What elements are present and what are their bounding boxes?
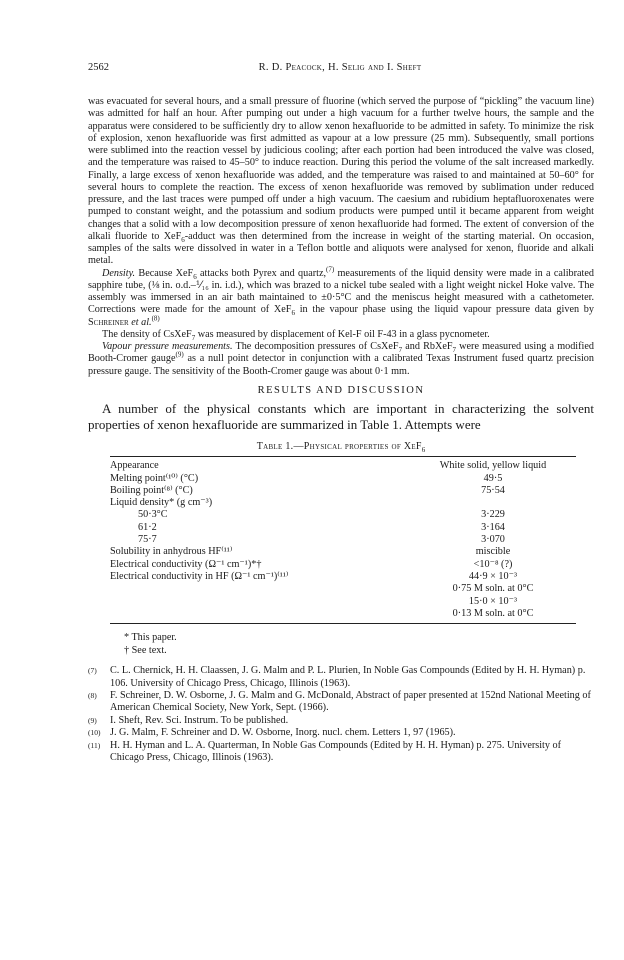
footnote-see-text: † See text. <box>124 644 167 656</box>
reference-number: (9) <box>88 715 97 725</box>
reference-text: J. G. Malm, F. Schreiner and D. W. Osborne, Inorg. nucl. chem. Letters 1, 97 (1965). <box>110 727 456 739</box>
table-cell-value: 3·164 <box>481 521 505 533</box>
table-row <box>110 596 576 608</box>
table-row <box>110 546 576 558</box>
running-header <box>88 62 592 78</box>
table-row <box>110 583 576 595</box>
density-author: Schreiner <box>88 316 129 328</box>
table-cell-value: 44·9 × 10⁻³ <box>468 570 518 582</box>
cs-sub: 7 <box>191 333 196 342</box>
density-etal: et al. <box>128 316 152 328</box>
procedure-text-end: -adduct was then determined from the increase in weight of the starting material. On occasion, samples of the salts were dissolved in water in a Teflon bottle and aliquots were analysed for xenon, fluoride and alkali metal. <box>88 230 594 267</box>
cs-text-a: The density of CsXeF <box>102 328 192 340</box>
reference-item <box>88 727 594 739</box>
results-lead-paragraph: A number of the physical constants which are important in characterizing the solvent properties of xenon hexafluoride are summarized in Table 1. Attempts were <box>88 401 594 432</box>
reference-item <box>88 740 594 765</box>
vp-text-b: and RbXeF <box>402 341 453 352</box>
vp-text-d: as a null point detector in conjunction with a calibrated Texas Instrument fused quartz precision pressure gauge. The sensitivity of the Booth-Cromer gauge was about 0·1 mm. <box>88 353 594 377</box>
table-row <box>110 473 576 485</box>
reference-item <box>88 715 594 727</box>
procedure-text: was evacuated for several hours, and a small pressure of fluorine (which served the purpose of “pickling” the vacuum line) was admitted for half an hour. After pumping out under a high vacuum for a further twelve hours, the sample and the apparatus were considered to be sufficiently dry to allow xenon hexafluoride to be admitted in safety. To minimize the risk of explosion, xenon hexafluoride was first admitted as vapour at a low pressure (25 mm). Subsequently, small portions were sublimed into the reaction vessel by judicious cooling; after each portion had been introduced the valve was closed, and the temperature was raised to 45–50° to induce reaction. During this period the volume of the salt increased markedly. Finally, a large excess of xenon hexafluoride was added, and the temperature was raised to and maintained at 50–60° for several hours to complete the reaction. The excess of xenon hexafluoride was removed by sublimation under reduced pressure, and the last traces were pumped off under a high vacuum. The caesium and rubidium heptafluoroxenates were pumped to constant weight, and the potassium and sodium products were pumped until it became apparent from weight changes that a solid with a low decomposition pressure of xenon hexafluoride had formed. The extent of conversion of the alkali fluoride to XeF <box>88 96 594 242</box>
reference-number: (11) <box>88 740 101 750</box>
properties-table <box>110 456 576 624</box>
cs-text-b: was measured by displacement of Kel-F oil F-43 in a glass pycnometer. <box>195 328 490 340</box>
running-authors: R. D. Peacock, H. Selig and I. Sheft <box>258 62 422 73</box>
density-text-a: Because XeF <box>135 267 194 279</box>
paragraph-procedure <box>88 96 594 268</box>
table-row <box>110 460 576 472</box>
section-heading: RESULTS AND DISCUSSION <box>257 384 425 396</box>
reference-number: (8) <box>88 690 97 700</box>
density-sub-1: 6 <box>193 272 197 281</box>
table-cell-property: Solubility in anhydrous HF⁽¹¹⁾ <box>110 546 233 558</box>
table-row <box>110 559 576 571</box>
table-cell-property: 50·3°C <box>138 509 168 521</box>
table-row <box>110 485 576 497</box>
table-cell-value: 3·070 <box>481 534 505 546</box>
table-cell-property: Appearance <box>110 460 159 472</box>
table-cell-value: miscible <box>475 546 511 558</box>
procedure-sub: 6 <box>181 235 185 244</box>
table-cell-value: 75·54 <box>481 484 505 496</box>
paragraph-density <box>88 265 594 329</box>
table-row <box>110 497 576 509</box>
table-cell-property: Melting point⁽¹⁰⁾ (°C) <box>110 472 199 484</box>
reference-text: I. Sheft, Rev. Sci. Instrum. To be published. <box>110 714 289 726</box>
table-cell-property: 61·2 <box>138 521 157 533</box>
vp-sub-1: 7 <box>398 346 403 355</box>
article-body <box>88 96 594 764</box>
page-number: 2562 <box>88 62 109 73</box>
density-heading: Density. <box>102 267 136 279</box>
reference-item <box>88 690 594 715</box>
table-cell-property: Electrical conductivity in HF (Ω⁻¹ cm⁻¹)⁽¹¹⁾ <box>110 570 289 582</box>
table-cell-property <box>110 608 410 620</box>
table-row <box>110 571 576 583</box>
table-row <box>110 534 576 546</box>
table-row <box>110 608 576 620</box>
density-sub-2: 6 <box>291 309 295 318</box>
vp-ref-9: (9) <box>175 350 184 359</box>
table-cell-value: 0·13 M soln. at 0°C <box>452 607 534 619</box>
footnote-this-paper: * This paper. <box>124 632 177 644</box>
table-cell-property <box>110 583 410 595</box>
density-text-c: measurements of the liquid density were made in a calibrated sapphire tube, (⅛ in. o.d.–⅟₁₆ in. i.d.), which was brazed to a nickel tube sealed with a light weight nickel Hoke valve. The assembly was immersed in an air bath maintained to ±0·5°C and the meniscus height measured with a cathetometer. Corrections were made for the amount of XeF <box>88 267 594 316</box>
reference-list <box>88 665 594 764</box>
vapour-heading: Vapour pressure measurements. <box>102 341 233 352</box>
table-cell-property: Liquid density* (g cm⁻³) <box>110 497 213 509</box>
table-cell-property: 75·7 <box>138 534 157 546</box>
density-ref-8: (8) <box>151 314 160 323</box>
vp-text-a: The decomposition pressures of CsXeF <box>232 341 399 352</box>
vp-text-c: were measured using a modified Booth-Cromer gauge <box>88 341 594 365</box>
paragraph-vapour-pressure <box>88 341 594 378</box>
table-cell-value <box>410 497 576 509</box>
table-cell-value: 0·75 M soln. at 0°C <box>452 583 534 595</box>
table-caption-prefix: Table 1.— <box>256 441 304 452</box>
density-ref-7: (7) <box>326 265 335 274</box>
table-caption-text: Physical properties of XeF <box>303 441 422 452</box>
table-footnotes <box>110 632 594 657</box>
table-cell-value: 3·229 <box>481 509 505 521</box>
table-cell-value: White solid, yellow liquid <box>439 460 547 472</box>
table-cell-value: 15·0 × 10⁻³ <box>468 595 518 607</box>
reference-text: C. L. Chernick, H. H. Claassen, J. G. Malm and P. L. Plurien, In Noble Gas Compounds (Edited by H. H. Hyman) p. 106. University of Chicago Press, Chicago, Illinois (1963). <box>110 665 586 689</box>
paragraph-cs-density <box>88 329 594 341</box>
reference-text: H. H. Hyman and L. A. Quarterman, In Noble Gas Compounds (Edited by H. H. Hyman) p. 275. University of Chicago Press, Chicago, Illinois (1963). <box>110 739 562 763</box>
table-caption <box>88 441 594 453</box>
vp-sub-2: 7 <box>452 346 457 355</box>
table-cell-property: Boiling point⁽⁸⁾ (°C) <box>110 484 193 496</box>
reference-number: (10) <box>88 728 101 738</box>
table-cell-property <box>110 596 410 608</box>
reference-text: F. Schreiner, D. W. Osborne, J. G. Malm and G. McDonald, Abstract of paper presented at 152nd National Meeting of American Chemical Society, New York, Sept. (1966). <box>110 689 591 714</box>
table-caption-sub: 6 <box>421 446 426 454</box>
reference-number: (7) <box>88 666 97 676</box>
table-row <box>110 509 576 521</box>
reference-item <box>88 665 594 690</box>
density-text-b: attacks both Pyrex and quartz, <box>196 267 327 279</box>
density-text-d: in the vapour phase using the liquid vapour pressure data given by <box>294 304 594 316</box>
table-cell-value: <10⁻⁸ (?) <box>473 558 513 570</box>
table-cell-property: Electrical conductivity (Ω⁻¹ cm⁻¹)*† <box>110 558 262 570</box>
table-row <box>110 522 576 534</box>
table-cell-value: 49·5 <box>483 472 503 484</box>
